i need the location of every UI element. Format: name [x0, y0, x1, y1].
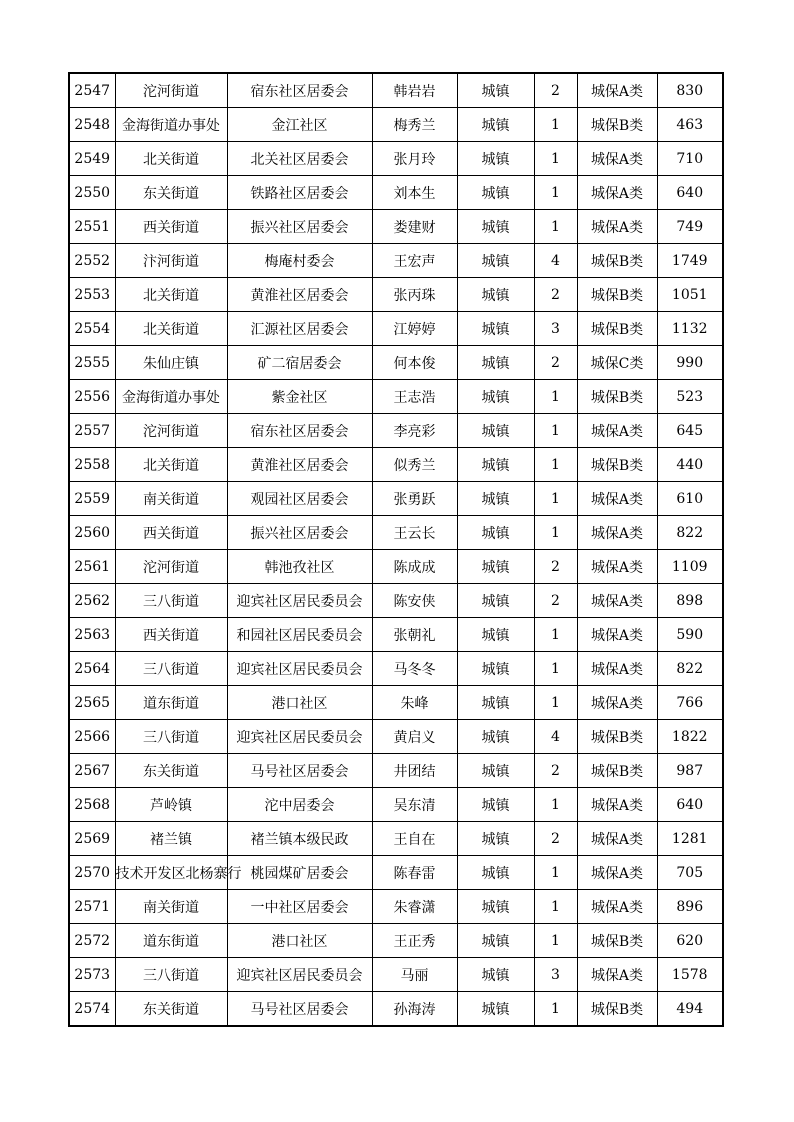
table-row: [69, 482, 723, 516]
recipient-name: 陈成成: [372, 550, 457, 584]
area-type: 城镇: [457, 584, 534, 618]
table-row: [69, 448, 723, 482]
street-office: 沱河街道: [115, 73, 227, 108]
household-persons: 2: [534, 550, 577, 584]
table-row: [69, 992, 723, 1027]
area-type: 城镇: [457, 380, 534, 414]
monthly-amount: 898: [657, 584, 723, 618]
table-row: [69, 618, 723, 652]
community-committee: 迎宾社区居民委员会: [227, 720, 372, 754]
community-committee: 北关社区居委会: [227, 142, 372, 176]
street-office: 芦岭镇: [115, 788, 227, 822]
assistance-category: 城保A类: [577, 142, 657, 176]
record-id: 2565: [69, 686, 115, 720]
area-type: 城镇: [457, 890, 534, 924]
record-id: 2570: [69, 856, 115, 890]
assistance-category: 城保A类: [577, 958, 657, 992]
recipient-name: 吴东清: [372, 788, 457, 822]
community-committee: 马号社区居委会: [227, 992, 372, 1027]
area-type: 城镇: [457, 142, 534, 176]
table-row: [69, 73, 723, 108]
monthly-amount: 1822: [657, 720, 723, 754]
table-row: [69, 890, 723, 924]
household-persons: 1: [534, 380, 577, 414]
table-row: [69, 856, 723, 890]
household-persons: 2: [534, 822, 577, 856]
recipient-name: 张勇跃: [372, 482, 457, 516]
monthly-amount: 822: [657, 652, 723, 686]
assistance-category: 城保A类: [577, 822, 657, 856]
community-committee: 褚兰镇本级民政: [227, 822, 372, 856]
assistance-category: 城保A类: [577, 414, 657, 448]
assistance-category: 城保B类: [577, 244, 657, 278]
street-office: 北关街道: [115, 278, 227, 312]
record-id: 2568: [69, 788, 115, 822]
street-office: 沱河街道: [115, 550, 227, 584]
recipient-name: 黄启义: [372, 720, 457, 754]
monthly-amount: 494: [657, 992, 723, 1027]
recipient-name: 张朝礼: [372, 618, 457, 652]
household-persons: 1: [534, 482, 577, 516]
recipient-name: 韩岩岩: [372, 73, 457, 108]
community-committee: 紫金社区: [227, 380, 372, 414]
community-committee: 金江社区: [227, 108, 372, 142]
monthly-amount: 1281: [657, 822, 723, 856]
monthly-amount: 987: [657, 754, 723, 788]
street-office: 三八街道: [115, 958, 227, 992]
street-office: 三八街道: [115, 584, 227, 618]
street-office: 朱仙庄镇: [115, 346, 227, 380]
table-row: [69, 958, 723, 992]
area-type: 城镇: [457, 618, 534, 652]
assistance-category: 城保A类: [577, 73, 657, 108]
table-row: [69, 142, 723, 176]
table-row: [69, 312, 723, 346]
monthly-amount: 523: [657, 380, 723, 414]
street-office: 北关街道: [115, 142, 227, 176]
recipient-name: 刘本生: [372, 176, 457, 210]
recipient-name: 王自在: [372, 822, 457, 856]
household-persons: 1: [534, 618, 577, 652]
street-office: 金海街道办事处: [115, 380, 227, 414]
community-committee: 观园社区居委会: [227, 482, 372, 516]
household-persons: 1: [534, 176, 577, 210]
table-row: [69, 108, 723, 142]
area-type: 城镇: [457, 720, 534, 754]
community-committee: 迎宾社区居民委员会: [227, 652, 372, 686]
recipient-name: 朱峰: [372, 686, 457, 720]
record-id: 2556: [69, 380, 115, 414]
monthly-amount: 1109: [657, 550, 723, 584]
record-id: 2559: [69, 482, 115, 516]
community-committee: 宿东社区居委会: [227, 414, 372, 448]
area-type: 城镇: [457, 550, 534, 584]
community-committee: 汇源社区居委会: [227, 312, 372, 346]
record-id: 2563: [69, 618, 115, 652]
monthly-amount: 463: [657, 108, 723, 142]
recipient-name: 李亮彩: [372, 414, 457, 448]
record-id: 2564: [69, 652, 115, 686]
community-committee: 桃园煤矿居委会: [227, 856, 372, 890]
community-committee: 振兴社区居委会: [227, 516, 372, 550]
community-committee: 迎宾社区居民委员会: [227, 584, 372, 618]
household-persons: 2: [534, 278, 577, 312]
assistance-category: 城保A类: [577, 482, 657, 516]
community-committee: 一中社区居委会: [227, 890, 372, 924]
household-persons: 1: [534, 924, 577, 958]
monthly-amount: 990: [657, 346, 723, 380]
street-office: 汴河街道: [115, 244, 227, 278]
recipient-name: 朱睿潇: [372, 890, 457, 924]
street-office: 北关街道: [115, 448, 227, 482]
area-type: 城镇: [457, 788, 534, 822]
recipient-name: 江婷婷: [372, 312, 457, 346]
community-committee: 振兴社区居委会: [227, 210, 372, 244]
table-row: [69, 720, 723, 754]
recipient-name: 孙海涛: [372, 992, 457, 1027]
monthly-amount: 822: [657, 516, 723, 550]
street-office: 南关街道: [115, 890, 227, 924]
recipient-name: 井团结: [372, 754, 457, 788]
monthly-amount: 710: [657, 142, 723, 176]
monthly-amount: 1132: [657, 312, 723, 346]
record-id: 2548: [69, 108, 115, 142]
household-persons: 2: [534, 754, 577, 788]
street-office: 东关街道: [115, 992, 227, 1027]
table-row: [69, 686, 723, 720]
record-id: 2573: [69, 958, 115, 992]
assistance-category: 城保B类: [577, 312, 657, 346]
area-type: 城镇: [457, 992, 534, 1027]
monthly-amount: 749: [657, 210, 723, 244]
monthly-amount: 610: [657, 482, 723, 516]
recipient-name: 张丙珠: [372, 278, 457, 312]
assistance-category: 城保B类: [577, 992, 657, 1027]
area-type: 城镇: [457, 924, 534, 958]
recipient-name: 娄建财: [372, 210, 457, 244]
recipient-name: 马丽: [372, 958, 457, 992]
table-row: [69, 414, 723, 448]
recipient-name: 似秀兰: [372, 448, 457, 482]
street-office: 三八街道: [115, 652, 227, 686]
community-committee: 迎宾社区居民委员会: [227, 958, 372, 992]
table-row: [69, 346, 723, 380]
street-office: 褚兰镇: [115, 822, 227, 856]
table-row: [69, 788, 723, 822]
street-office: 金海街道办事处: [115, 108, 227, 142]
area-type: 城镇: [457, 856, 534, 890]
recipient-name: 陈安侠: [372, 584, 457, 618]
area-type: 城镇: [457, 448, 534, 482]
community-committee: 黄淮社区居委会: [227, 278, 372, 312]
assistance-category: 城保A类: [577, 856, 657, 890]
record-id: 2571: [69, 890, 115, 924]
recipient-name: 何本俊: [372, 346, 457, 380]
table-row: [69, 176, 723, 210]
assistance-category: 城保C类: [577, 346, 657, 380]
household-persons: 1: [534, 108, 577, 142]
assistance-category: 城保A类: [577, 788, 657, 822]
community-committee: 宿东社区居委会: [227, 73, 372, 108]
area-type: 城镇: [457, 108, 534, 142]
recipient-name: 梅秀兰: [372, 108, 457, 142]
record-id: 2557: [69, 414, 115, 448]
street-office: 南关街道: [115, 482, 227, 516]
assistance-category: 城保A类: [577, 516, 657, 550]
table-row: [69, 822, 723, 856]
table-row: [69, 278, 723, 312]
table-row: [69, 652, 723, 686]
street-office: 沱河街道: [115, 414, 227, 448]
household-persons: 2: [534, 346, 577, 380]
street-office: 道东街道: [115, 924, 227, 958]
roster-body: [69, 73, 723, 1026]
monthly-amount: 766: [657, 686, 723, 720]
record-id: 2551: [69, 210, 115, 244]
table-row: [69, 754, 723, 788]
table-row: [69, 924, 723, 958]
area-type: 城镇: [457, 482, 534, 516]
assistance-category: 城保B类: [577, 278, 657, 312]
assistance-category: 城保A类: [577, 550, 657, 584]
area-type: 城镇: [457, 278, 534, 312]
household-persons: 1: [534, 516, 577, 550]
community-committee: 港口社区: [227, 924, 372, 958]
area-type: 城镇: [457, 244, 534, 278]
community-committee: 港口社区: [227, 686, 372, 720]
record-id: 2553: [69, 278, 115, 312]
monthly-amount: 1578: [657, 958, 723, 992]
area-type: 城镇: [457, 822, 534, 856]
area-type: 城镇: [457, 516, 534, 550]
household-persons: 1: [534, 856, 577, 890]
street-office: 西关街道: [115, 618, 227, 652]
monthly-amount: 640: [657, 788, 723, 822]
household-persons: 2: [534, 73, 577, 108]
household-persons: 2: [534, 584, 577, 618]
household-persons: 1: [534, 142, 577, 176]
community-committee: 马号社区居委会: [227, 754, 372, 788]
assistance-category: 城保A类: [577, 686, 657, 720]
monthly-amount: 590: [657, 618, 723, 652]
household-persons: 3: [534, 312, 577, 346]
record-id: 2569: [69, 822, 115, 856]
household-persons: 1: [534, 788, 577, 822]
street-office: 西关街道: [115, 516, 227, 550]
assistance-category: 城保B类: [577, 720, 657, 754]
monthly-amount: 640: [657, 176, 723, 210]
assistance-category: 城保A类: [577, 652, 657, 686]
record-id: 2561: [69, 550, 115, 584]
monthly-amount: 896: [657, 890, 723, 924]
household-persons: 4: [534, 720, 577, 754]
area-type: 城镇: [457, 414, 534, 448]
area-type: 城镇: [457, 958, 534, 992]
area-type: 城镇: [457, 210, 534, 244]
record-id: 2550: [69, 176, 115, 210]
street-office: 东关街道: [115, 176, 227, 210]
recipient-name: 王宏声: [372, 244, 457, 278]
recipient-name: 王志浩: [372, 380, 457, 414]
street-office: 技术开发区北杨寨行: [115, 856, 227, 890]
record-id: 2560: [69, 516, 115, 550]
household-persons: 1: [534, 652, 577, 686]
household-persons: 1: [534, 686, 577, 720]
monthly-amount: 1051: [657, 278, 723, 312]
recipient-name: 王云长: [372, 516, 457, 550]
record-id: 2554: [69, 312, 115, 346]
household-persons: 1: [534, 210, 577, 244]
community-committee: 韩池孜社区: [227, 550, 372, 584]
household-persons: 1: [534, 890, 577, 924]
assistance-category: 城保A类: [577, 584, 657, 618]
street-office: 西关街道: [115, 210, 227, 244]
community-committee: 铁路社区居委会: [227, 176, 372, 210]
area-type: 城镇: [457, 686, 534, 720]
household-persons: 1: [534, 448, 577, 482]
area-type: 城镇: [457, 754, 534, 788]
household-persons: 4: [534, 244, 577, 278]
street-office: 北关街道: [115, 312, 227, 346]
area-type: 城镇: [457, 346, 534, 380]
record-id: 2572: [69, 924, 115, 958]
recipient-name: 马冬冬: [372, 652, 457, 686]
record-id: 2555: [69, 346, 115, 380]
community-committee: 梅庵村委会: [227, 244, 372, 278]
community-committee: 矿二宿居委会: [227, 346, 372, 380]
street-office: 道东街道: [115, 686, 227, 720]
community-committee: 沱中居委会: [227, 788, 372, 822]
recipient-name: 陈春雷: [372, 856, 457, 890]
household-persons: 1: [534, 992, 577, 1027]
record-id: 2552: [69, 244, 115, 278]
monthly-amount: 645: [657, 414, 723, 448]
table-row: [69, 210, 723, 244]
record-id: 2558: [69, 448, 115, 482]
assistance-category: 城保B类: [577, 448, 657, 482]
assistance-category: 城保B类: [577, 380, 657, 414]
household-persons: 3: [534, 958, 577, 992]
assistance-category: 城保B类: [577, 754, 657, 788]
monthly-amount: 440: [657, 448, 723, 482]
recipient-name: 张月玲: [372, 142, 457, 176]
table-row: [69, 584, 723, 618]
record-id: 2567: [69, 754, 115, 788]
street-office: 三八街道: [115, 720, 227, 754]
monthly-amount: 620: [657, 924, 723, 958]
area-type: 城镇: [457, 652, 534, 686]
monthly-amount: 830: [657, 73, 723, 108]
area-type: 城镇: [457, 73, 534, 108]
table-row: [69, 550, 723, 584]
assistance-category: 城保B类: [577, 924, 657, 958]
record-id: 2547: [69, 73, 115, 108]
area-type: 城镇: [457, 312, 534, 346]
table-row: [69, 244, 723, 278]
monthly-amount: 1749: [657, 244, 723, 278]
community-committee: 和园社区居民委员会: [227, 618, 372, 652]
assistance-category: 城保B类: [577, 108, 657, 142]
table-row: [69, 516, 723, 550]
roster-table: [68, 72, 724, 1027]
assistance-category: 城保A类: [577, 176, 657, 210]
street-office: 东关街道: [115, 754, 227, 788]
record-id: 2574: [69, 992, 115, 1027]
monthly-amount: 705: [657, 856, 723, 890]
household-persons: 1: [534, 414, 577, 448]
community-committee: 黄淮社区居委会: [227, 448, 372, 482]
recipient-name: 王正秀: [372, 924, 457, 958]
assistance-category: 城保A类: [577, 618, 657, 652]
record-id: 2562: [69, 584, 115, 618]
area-type: 城镇: [457, 176, 534, 210]
record-id: 2549: [69, 142, 115, 176]
assistance-category: 城保A类: [577, 890, 657, 924]
assistance-category: 城保A类: [577, 210, 657, 244]
record-id: 2566: [69, 720, 115, 754]
table-row: [69, 380, 723, 414]
